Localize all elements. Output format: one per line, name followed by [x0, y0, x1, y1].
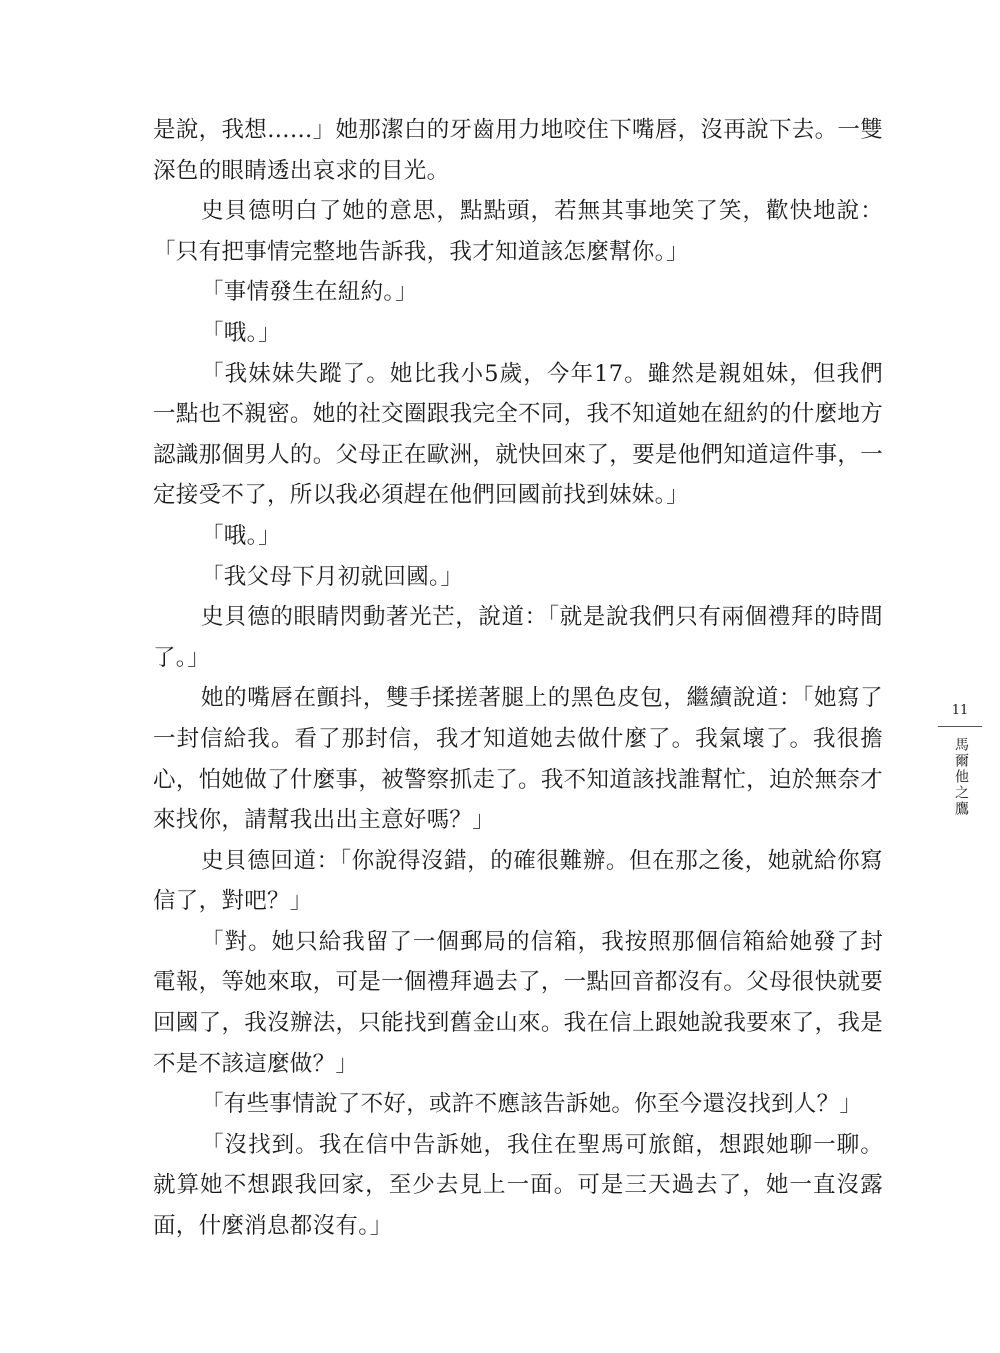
- header-divider: [938, 726, 982, 727]
- paragraph-1: 是說，我想……」她那潔白的牙齒用力地咬住下嘴唇，沒再說下去。一雙深色的眼睛透出哀求的目光。: [153, 117, 883, 184]
- body-text: [153, 110, 883, 1247]
- paragraph-13: 「沒找到。我在信中告訴她，我住在聖馬可旅館，想跟她聊一聊。就算她不想跟我回家，至少去見上一面。可是三天過去了，她一直沒露面，什麼消息都沒有。」: [153, 1131, 883, 1240]
- paragraph-12: 「有些事情說了不好，或許不應該告訴她。你至今還沒找到人？」: [201, 1091, 863, 1118]
- paragraph-6: 「哦。」: [201, 522, 281, 549]
- paragraph-3: 「事情發生在紐約。」: [201, 279, 418, 306]
- running-title: 馬爾他之鷹: [953, 737, 969, 817]
- paragraph-4: 「哦。」: [201, 319, 281, 346]
- paragraph-5: 「我妹妹失蹤了。她比我小5歲，今年17。雖然是親姐妹，但我們一點也不親密。她的社交圈跟我完全不同，我不知道她在紐約的什麼地方認識那個男人的。父母正在歐洲，就快回來了，要是他們知道這件事，一定接受不了，所以我必須趕在他們回國前找到妹妹。」: [153, 360, 883, 509]
- paragraph-11: 「對。她只給我留了一個郵局的信箱，我按照那個信箱給她發了封電報，等她來取，可是一個禮拜過去了，一點回音都沒有。父母很快就要回國了，我沒辦法，只能找到舊金山來。我在信上跟她說我要來了，我是不是不該這麼做？」: [153, 928, 883, 1077]
- paragraph-9: 她的嘴唇在顫抖，雙手揉搓著腿上的黑色皮包，繼續說道：「她寫了一封信給我。看了那封信，我才知道她去做什麼了。我氣壞了。我很擔心，怕她做了什麼事，被警察抓走了。我不知道該找誰幫忙，迫於無奈才來找你，請幫我出出主意好嗎？」: [153, 685, 883, 834]
- paragraph-8: 史貝德的眼睛閃動著光芒，說道：「就是說我們只有兩個禮拜的時間了。」: [153, 604, 883, 671]
- paragraph-7: 「我父母下月初就回國。」: [201, 563, 464, 590]
- paragraph-10: 史貝德回道：「你說得沒錯，的確很難辦。但在那之後，她就給你寫信了，對吧？」: [153, 847, 883, 915]
- page-number: 11: [951, 703, 969, 718]
- paragraph-2: 史貝德明白了她的意思，點點頭，若無其事地笑了笑，歡快地說：「只有把事情完整地告訴我，我才知道該怎麼幫你。」: [153, 198, 883, 265]
